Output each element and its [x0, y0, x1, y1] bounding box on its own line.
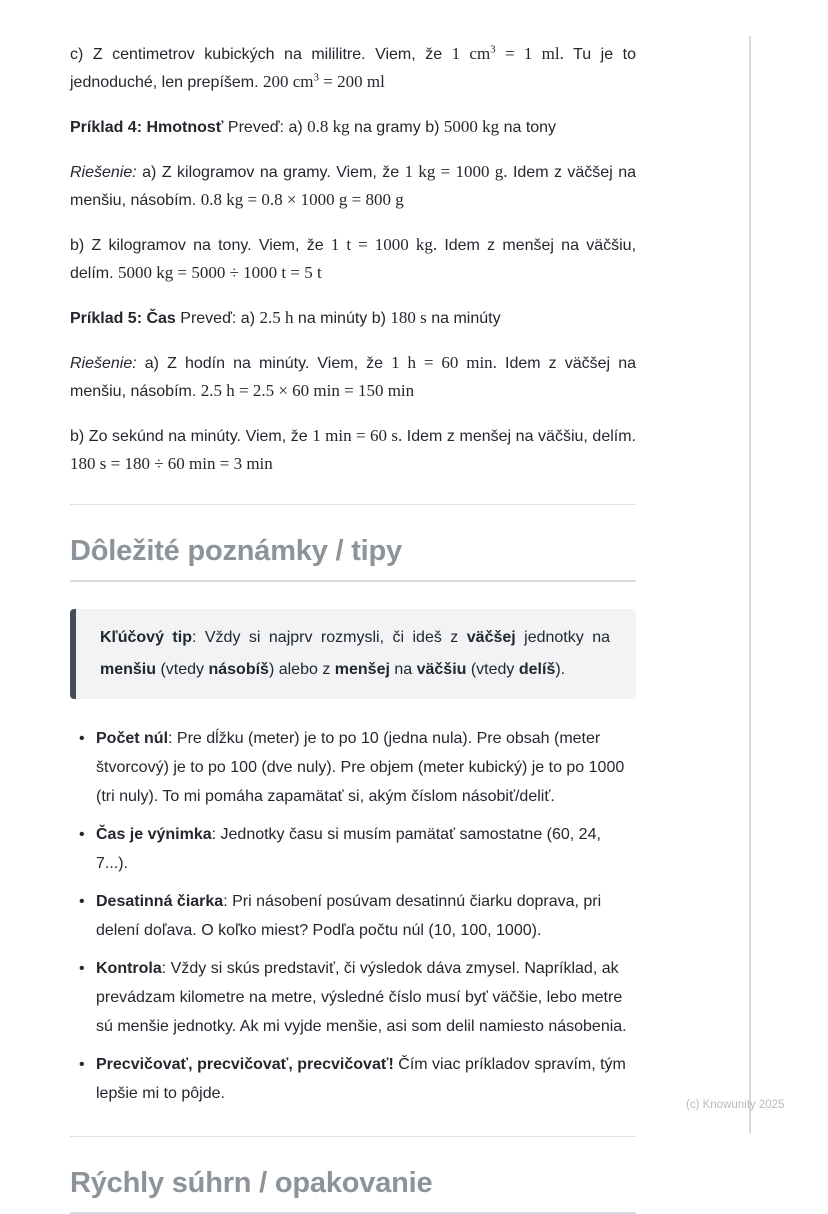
- text-run: 0.8 kg: [307, 117, 350, 136]
- text-run: Preveď: a): [223, 119, 308, 136]
- text-run: jednotky na: [515, 629, 611, 646]
- example-5-heading: [70, 304, 636, 332]
- text-run: na minúty b): [293, 310, 391, 327]
- text-run: 200 cm: [263, 72, 314, 91]
- text-run: ).: [555, 661, 566, 678]
- text-run: na: [389, 661, 417, 678]
- text-run: Čas je výnimka: [96, 826, 212, 843]
- list-item: [79, 954, 636, 1041]
- text-run: = 1 ml.: [495, 44, 564, 63]
- solution-4b-paragraph: [70, 231, 636, 287]
- text-run: 5000 kg = 5000 ÷ 1000 t = 5 t: [118, 263, 322, 282]
- text-run: 3: [490, 43, 496, 56]
- solution-5b-paragraph: [70, 422, 636, 478]
- text-run: Počet núl: [96, 730, 169, 747]
- text-run: 180 s = 180 ÷ 60 min = 3 min: [70, 454, 273, 473]
- text-run: menšiu: [100, 661, 157, 678]
- text-run: Kľúčový tip: [100, 629, 192, 646]
- text-run: 1 kg = 1000 g.: [404, 162, 508, 181]
- text-run: ) alebo z: [268, 661, 335, 678]
- text-run: na minúty: [426, 310, 501, 327]
- section-title-notes: Dôležité poznámky / tipy: [70, 535, 636, 582]
- paragraph-conversion-c: [70, 40, 636, 96]
- text-run: menšej: [334, 661, 390, 678]
- example-4-heading: [70, 113, 636, 141]
- text-run: : Vždy si skús predstaviť, či výsledok dáva zmysel. Napríklad, ak prevádzam kilometre na metre, výsledné číslo musí byť väčšie, lebo metre sú menšie jednotky. Ak mi vyjde menšie, asi som delil namiesto násobenia.: [96, 960, 627, 1035]
- text-run: a) Z hodín na minúty. Viem, že: [136, 355, 392, 372]
- text-run: : Jednotky času si musím pamätať samostatne (60, 24, 7...).: [96, 826, 601, 872]
- text-run: 2.5 h = 2.5 × 60 min = 150 min: [200, 381, 415, 400]
- text-run: Preveď: a): [175, 310, 260, 327]
- text-run: násobíš: [208, 661, 269, 678]
- text-run: 1 min = 60 s.: [312, 426, 403, 445]
- bullet-icon: •: [79, 1056, 85, 1073]
- text-run: : Vždy si najprv rozmysli, či ideš z: [191, 629, 467, 646]
- text-run: Riešenie:: [70, 164, 137, 181]
- list-item: [79, 724, 636, 811]
- list-item-text: [96, 893, 601, 939]
- text-run: Kontrola: [96, 960, 162, 977]
- list-item: [79, 887, 636, 945]
- bullet-icon: •: [79, 893, 85, 910]
- notes-list: [70, 724, 636, 1108]
- text-run: a) Z kilogramov na gramy. Viem, že: [136, 164, 405, 181]
- text-run: = 200 ml: [319, 72, 385, 91]
- section-title-summary: Rýchly súhrn / opakovanie: [70, 1167, 636, 1214]
- bullet-icon: •: [79, 960, 85, 977]
- solution-4a-paragraph: [70, 158, 636, 214]
- list-item: [79, 1050, 636, 1108]
- list-item-text: [96, 960, 627, 1035]
- text-run: : Pre dĺžku (meter) je to po 10 (jedna nula). Pre obsah (meter štvorcový) je to po 100 (dve nuly). Pre objem (meter kubický) je to po 1000 (tri nuly). To mi pomáha zapamätať si, akým číslom násobiť/deliť.: [96, 730, 625, 805]
- text-run: na gramy b): [349, 119, 444, 136]
- text-run: Idem z väčšej na menšiu, násobím.: [70, 164, 637, 209]
- text-run: na tony: [499, 119, 557, 136]
- text-run: 2.5 h: [259, 308, 294, 327]
- text-run: 1 t = 1000 kg.: [330, 235, 438, 254]
- text-run: Idem z menšej na väčšiu, delím.: [402, 428, 637, 445]
- text-run: 0.8 kg = 0.8 × 1000 g = 800 g: [200, 190, 404, 209]
- text-run: Idem z väčšej na menšiu, násobím.: [70, 355, 636, 400]
- text-run: Precvičovať, precvičovať, precvičovať!: [96, 1056, 394, 1073]
- bullet-icon: •: [79, 730, 85, 747]
- text-run: Príklad 5: Čas: [70, 310, 176, 327]
- list-item-text: [96, 1056, 626, 1102]
- tip-callout: [70, 609, 636, 699]
- copyright-note: (c) Knowunity 2025: [686, 1099, 785, 1111]
- text-run: 1 h = 60 min.: [391, 353, 497, 372]
- text-run: b) Zo sekúnd na minúty. Viem, že: [70, 428, 313, 445]
- solution-5a-paragraph: [70, 349, 636, 405]
- text-run: (vtedy: [156, 661, 209, 678]
- section-divider: [70, 1136, 636, 1137]
- bullet-icon: •: [79, 826, 85, 843]
- text-run: c) Z centimetrov kubických na mililitre. Viem, že: [70, 46, 452, 63]
- text-run: 180 s: [390, 308, 427, 327]
- text-run: b) Z kilogramov na tony. Viem, že: [70, 237, 331, 254]
- text-run: 3: [313, 71, 320, 84]
- text-run: : Pri násobení posúvam desatinnú čiarku doprava, pri delení doľava. O koľko miest? Podľa počtu núl (10, 100, 1000).: [96, 893, 602, 939]
- text-run: väčšiu: [416, 661, 467, 678]
- list-item-text: [96, 730, 624, 805]
- content-column: [70, 40, 636, 1214]
- text-run: väčšej: [466, 629, 516, 646]
- text-run: Riešenie:: [70, 355, 137, 372]
- list-item: [79, 820, 636, 878]
- text-run: 5000 kg: [443, 117, 500, 136]
- text-run: Idem z menšej na väčšiu, delím.: [70, 237, 637, 282]
- text-run: delíš: [518, 661, 556, 678]
- text-run: Tu je to jednoduché, len prepíšem.: [70, 46, 636, 91]
- section-divider: [70, 504, 636, 505]
- page-edge-divider: [749, 36, 751, 1133]
- text-run: 1 cm: [451, 44, 491, 63]
- text-run: Príklad 4: Hmotnosť: [70, 119, 224, 136]
- text-run: Čím viac príkladov spravím, tým lepšie mi to pôjde.: [96, 1056, 626, 1102]
- text-run: Desatinná čiarka: [96, 893, 224, 910]
- text-run: (vtedy: [466, 661, 519, 678]
- list-item-text: [96, 826, 601, 872]
